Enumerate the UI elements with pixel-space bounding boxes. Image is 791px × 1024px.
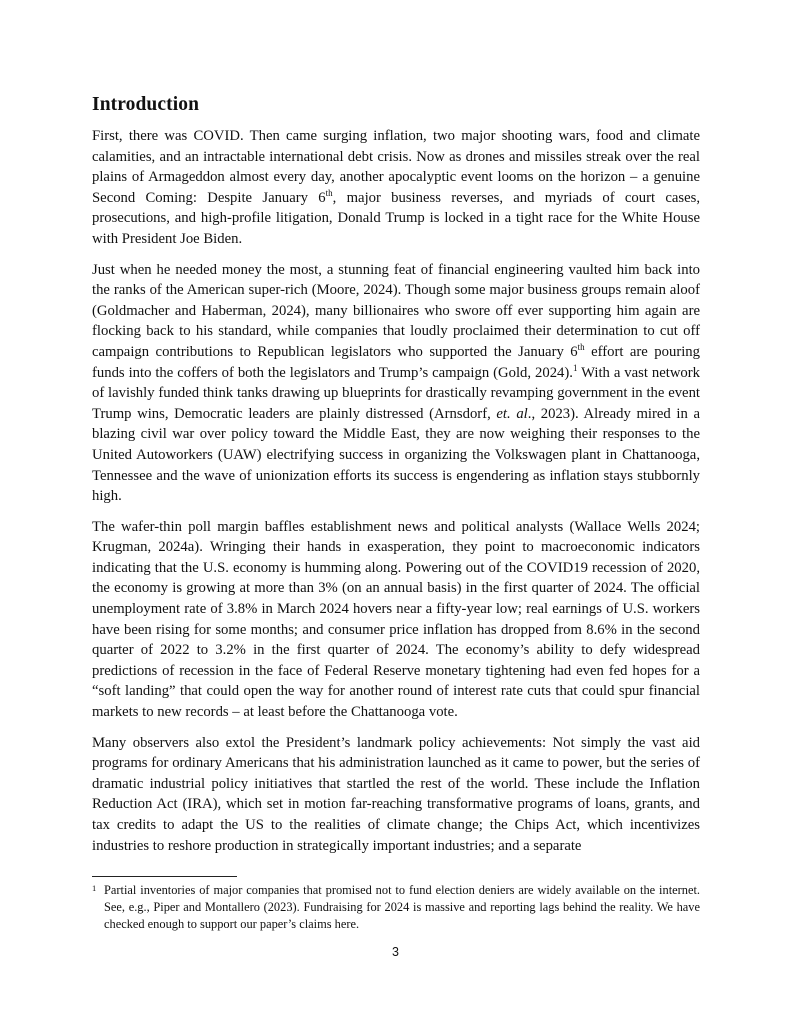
section-heading: Introduction — [92, 94, 200, 115]
footnote — [92, 882, 700, 932]
paragraph-1-text-cont: , major business reverses, and myriads of court cases, prosecutions, and high-profile litigation, Donald Trump is locked in a tight race for the White House with President Joe Biden. — [92, 189, 700, 247]
citation-italic: et. al — [496, 405, 528, 422]
footnote-divider — [92, 876, 237, 877]
body-text — [92, 126, 700, 866]
paragraph-2 — [92, 260, 700, 507]
paragraph-2-text-c: With a vast network of lavishly funded think tanks drawing up blueprints for drastically revamping government in the event Trump wins, Democratic leaders are plainly distressed (Arnsdorf, — [92, 364, 701, 422]
paragraph-1-text: First, there was COVID. Then came surging inflation, two major shooting wars, food and climate calamities, and an intractable international debt crisis. Now as drones and missiles streak over the real plains of Armageddon almost every day, another apocalyptic event looms on the horizon – a genuine Second Coming: Despite January 6 — [92, 128, 700, 206]
paragraph-1 — [92, 126, 700, 250]
paragraph-2-text-a: Just when he needed money the most, a stunning feat of financial engineering vaulted him back into the ranks of the American super-rich (Moore, 2024). Though some major business groups remain aloof (Goldmacher and Haberman, 2024), many billionaires who swore off ever supporting him again are flocking back to his standard, while companies that loudly proclaimed their determination to cut off campaign contributions to Republican legislators who supported the January 6 — [92, 261, 700, 360]
paragraph-4: Many observers also extol the President’s landmark policy achievements: Not simply the vast aid programs for ordinary Americans that his administration launched as it came to power, but the series of dramatic industrial policy initiatives that startled the rest of the world. These include the Inflation Reduction Act (IRA), which set in motion far-reaching transformative programs of loans, grants, and tax credits to adapt the US to the realities of climate change; the Chips Act, which incentivizes industries to reshore production in strategically important industries; and a separate — [92, 734, 700, 854]
paragraph-3: The wafer-thin poll margin baffles establishment news and political analysts (Wallace Wells 2024; Krugman, 2024a). Wringing their hands in exasperation, they point to macroeconomic indicators indicating that the U.S. economy is humming along. Powering out of the COVID19 recession of 2020, the economy is growing at more than 3% (on an annual basis) in the first quarter of 2024. The official unemployment rate of 3.8% in March 2024 hovers near a fifty-year low; real earnings of U.S. workers have been rising for some months; and consumer price inflation has dropped from 8.6% in the second quarter of 2022 to 3.2% in the first quarter of 2024. The economy’s ability to defy widespread predictions of recession in the face of Federal Reserve monetary tightening had even fed hopes for a “soft landing” that could open the way for another round of interest rate cuts that could spur financial markets to new records – at least before the Chattanooga vote. — [92, 518, 700, 721]
footnote-reference[interactable]: 1 — [572, 362, 578, 373]
footnote-text: Partial inventories of major companies that promised not to fund election deniers are widely available on the internet. See, e.g., Piper and Montallero (2023). Fundraising for 2024 is massive and reporting lags behind the reality. We have checked enough to support our paper’s claims here. — [104, 883, 700, 931]
ordinal-suffix: th — [577, 342, 585, 353]
paragraph-2-text-d: ., 2023). Already mired in a blazing civil war over policy toward the Middle East, they are now weighing their responses to the United Autoworkers (UAW) electrifying success in organizing the Volkswagen plant in Chattanooga, Tennessee and the wave of unionization efforts its success is engendering as inflation stays stubbornly high. — [92, 405, 700, 505]
ordinal-suffix: th — [325, 187, 333, 198]
paragraph-2-text-b: effort are pouring funds into the coffers of both the legislators and Trump’s campaign (Gold, 2024). — [92, 343, 700, 381]
page-number: 3 — [392, 945, 399, 959]
footnote-marker: 1 — [92, 883, 97, 893]
